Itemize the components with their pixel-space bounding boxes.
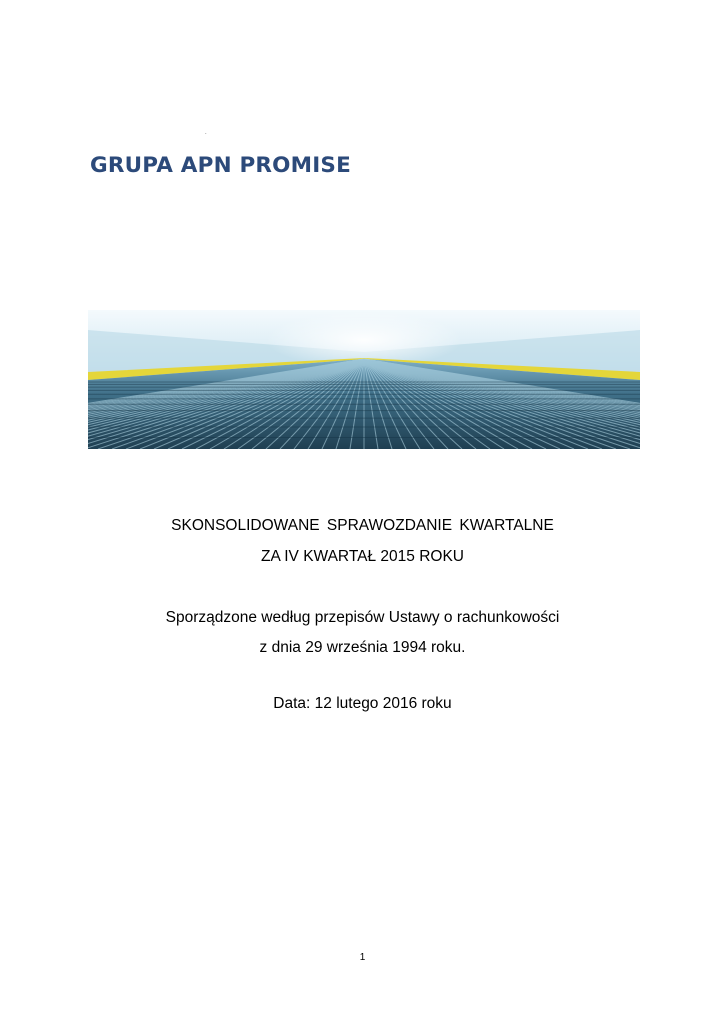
page-number: 1	[359, 952, 366, 963]
header-dot-mark: .	[205, 130, 207, 136]
moving-walkway-photo	[88, 310, 640, 449]
report-title-line-2: ZA IV KWARTAŁ 2015 ROKU	[260, 548, 464, 565]
report-date: Data: 12 lutego 2016 roku	[273, 695, 452, 712]
report-basis-line-2: z dnia 29 września 1994 roku.	[259, 639, 466, 656]
company-logo: GRUPA APN PROMISE	[90, 152, 352, 178]
report-title-line-1: SKONSOLIDOWANE SPRAWOZDANIE KWARTALNE	[171, 517, 554, 534]
report-basis-line-1: Sporządzone według przepisów Ustawy o rachunkowości	[165, 609, 560, 626]
